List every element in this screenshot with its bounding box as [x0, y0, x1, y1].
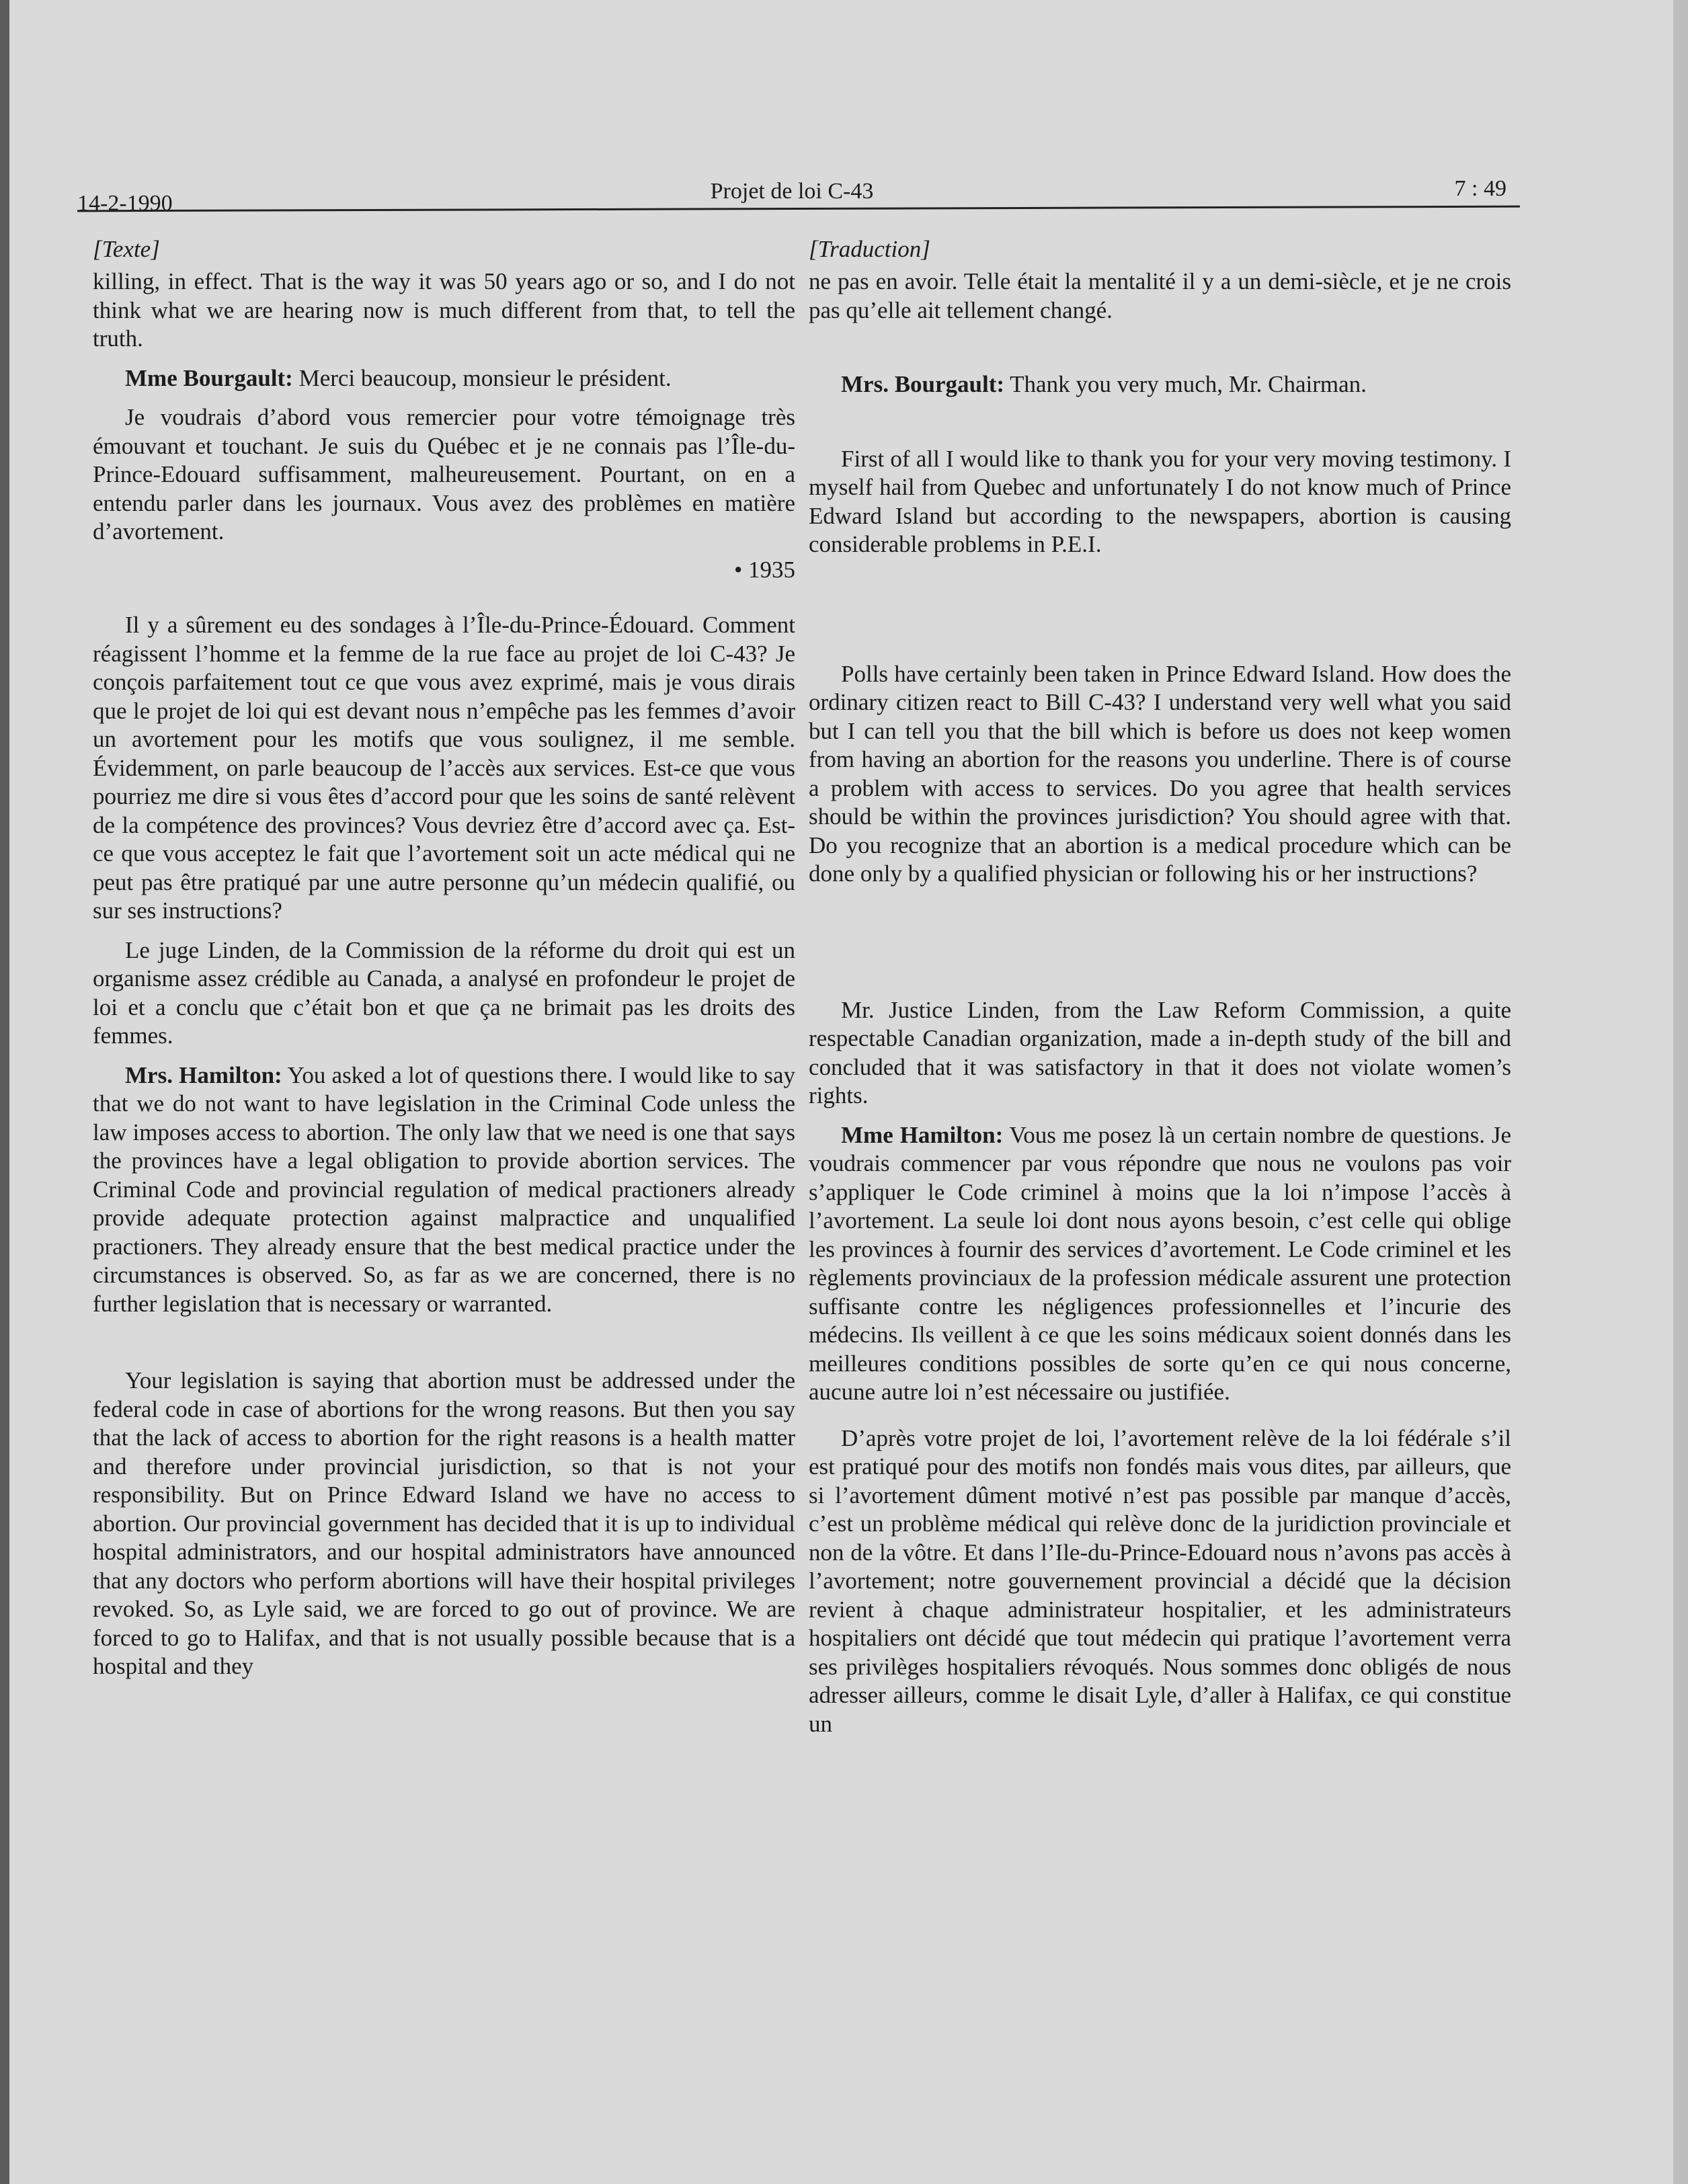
paragraph: Your legislation is saying that abortion must be addressed under the federal code in case of abortions for the wrong reasons. But then you say that the lack of access to abortion for the right reasons is a health matter and therefore under provincial jurisdiction, so that is not your responsibility. But on Prince Edward Island we have no access to abortion. Our provincial government has decided that it is up to individual hospital administrators, and our hospital administrators have announced that any doctors who perform abortions will have their hospital privileges revoked. So, as Lyle said, we are forced to go out of province. We are forced to go to Halifax, and that is not usually possible because that is a hospital and they — [93, 1367, 795, 1679]
speaker-text: Merci beaucoup, monsieur le président. — [292, 364, 672, 391]
paragraph: Polls have certainly been taken in Prince Edward Island. How does the ordinary citizen react to Bill C-43? I understand very well what you said but I can tell you that the bill which is before us does not keep women from having an abortion for the reasons you underline. There is of course a problem with access to services. Do you agree that health services should be within the provinces jurisdiction? You should agree with that. Do you recognize that an abortion is a medical procedure which can be done only by a qualified physician or following his or her instructions? — [809, 660, 1511, 887]
paragraph: Le juge Linden, de la Commission de la réforme du droit qui est un organisme assez crédible au Canada, a analysé en profondeur le projet de loi et a conclu que c’était bon et que ça ne brimait pas les droits des femmes. — [93, 936, 795, 1049]
timestamp: • 1935 — [733, 556, 795, 583]
speaker-name: Mme Bourgault: — [125, 364, 293, 391]
speaker-paragraph — [93, 1061, 795, 1319]
header-title: Projet de loi C-43 — [710, 179, 874, 204]
paragraph: killing, in effect. That is the way it was 50 years ago or so, and I do not think what we are hearing now is much different from that, to tell the truth. — [93, 268, 795, 352]
speaker-name: Mme Hamilton: — [841, 1121, 1004, 1148]
left-column — [93, 235, 795, 1681]
speaker-name: Mrs. Bourgault: — [841, 371, 1005, 397]
paragraph: First of all I would like to thank you for your very moving testimony. I myself hail from Quebec and unfortunately I do not know much of Prince Edward Island but according to the newspapers, abortion is causing considerable problems in P.E.I. — [809, 445, 1511, 557]
paragraph: D’après votre projet de loi, l’avortement relève de la loi fédérale s’il est pratiqué pour des motifs non fondés mais vous dites, par ailleurs, que si l’avortement dûment motivé n’est pas possible par manque d’accès, c’est un problème médical qui relève donc de la juridiction provinciale et non de la vôtre. Et dans l’Ile-du-Prince-Edouard nous n’avons pas accès à l’avortement; notre gouvernement provincial a décidé que la décision revient à chaque administrateur hospitalier, et les administrateurs hospitaliers ont décidé que tout médecin qui pratique l’avortement verra ses privilèges hospitaliers révoqués. Nous sommes donc obligés de nous adresser ailleurs, comme le disait Lyle, d’aller à Halifax, ce qui constitue un — [809, 1424, 1511, 1737]
paragraph: Je voudrais d’abord vous remercier pour votre témoignage très émouvant et touchant. Je suis du Québec et je ne connais pas l’Île-du-Prince-Edouard suffisamment, malheureusement. Pourtant, on en a entendu parler dans les journaux. Vous avez des problèmes en matière d’avortement. — [93, 404, 795, 544]
right-column — [809, 235, 1511, 1738]
speaker-name: Mrs. Hamilton: — [125, 1061, 282, 1088]
speaker-paragraph — [809, 370, 1511, 399]
section-marker-texte: [Texte] — [93, 236, 160, 262]
speaker-text: You asked a lot of questions there. I would like to say that we do not want to have legislation in the Criminal Code unless the law imposes access to abortion. The only law that we need is one that says the provinces have a legal obligation to provide abortion services. The Criminal Code and provincial regulation of medical practioners already provide adequate protection against malpractice and unqualified practioners. They already ensure that the best medical practice under the circumstances is observed. So, as far as we are concerned, there is no further legislation that is necessary or warranted. — [93, 1061, 795, 1317]
speaker-paragraph — [809, 1121, 1511, 1407]
paragraph: Mr. Justice Linden, from the Law Reform Commission, a quite respectable Canadian organization, made a in-depth study of the bill and concluded that it was satisfactory in that it does not violate women’s rights. — [809, 996, 1511, 1108]
paragraph: ne pas en avoir. Telle était la mentalité il y a un demi-siècle, et je ne crois pas qu’elle ait tellement changé. — [809, 268, 1511, 323]
scan-edge-left — [0, 0, 9, 2184]
speaker-paragraph — [93, 364, 795, 393]
header-date: 14-2-1990 — [77, 191, 173, 216]
scan-edge-right — [1673, 0, 1688, 2184]
section-marker-traduction: [Traduction] — [809, 236, 930, 262]
speaker-text: Vous me posez là un certain nombre de questions. Je voudrais commencer par vous répondre que nous ne voulons pas voir s’appliquer le Code criminel à moins que la loi n’impose l’accès à l’avortement. La seule loi dont nous ayons besoin, c’est celle qui oblige les provinces à fournir des services d’avortement. Le Code criminel et les règlements provinciaux de la profession médicale assurent une protection suffisante contre les négligences professionnelles et l’incurie des médecins. Ils veillent à ce que les soins médicaux soient donnés dans les meilleures conditions possibles de sorte qu’en ce qui nous concerne, aucune autre loi n’est nécessaire ou justifiée. — [809, 1121, 1511, 1405]
header-page-number: 7 : 49 — [1454, 176, 1506, 201]
speaker-text: Thank you very much, Mr. Chairman. — [1004, 371, 1367, 397]
paragraph: Il y a sûrement eu des sondages à l’Île-du-Prince-Édouard. Comment réagissent l’homme et la femme de la rue face au projet de loi C-43? Je conçois parfaitement tout ce que vous avez exprimé, mais je vous dirais que le projet de loi qui est devant nous n’empêche pas les femmes d’avoir un avortement pour les motifs que vous soulignez, il me semble. Évidemment, on parle beaucoup de l’accès aux services. Est-ce que vous pourriez me dire si vous êtes d’accord pour que les soins de santé relèvent de la compétence des provinces? Vous devriez être d’accord avec ça. Est-ce que vous acceptez le fait que l’avortement soit un acte médical qui ne peut pas être pratiqué par une autre personne qu’un médecin qualifié, ou sur ses instructions? — [93, 612, 795, 924]
